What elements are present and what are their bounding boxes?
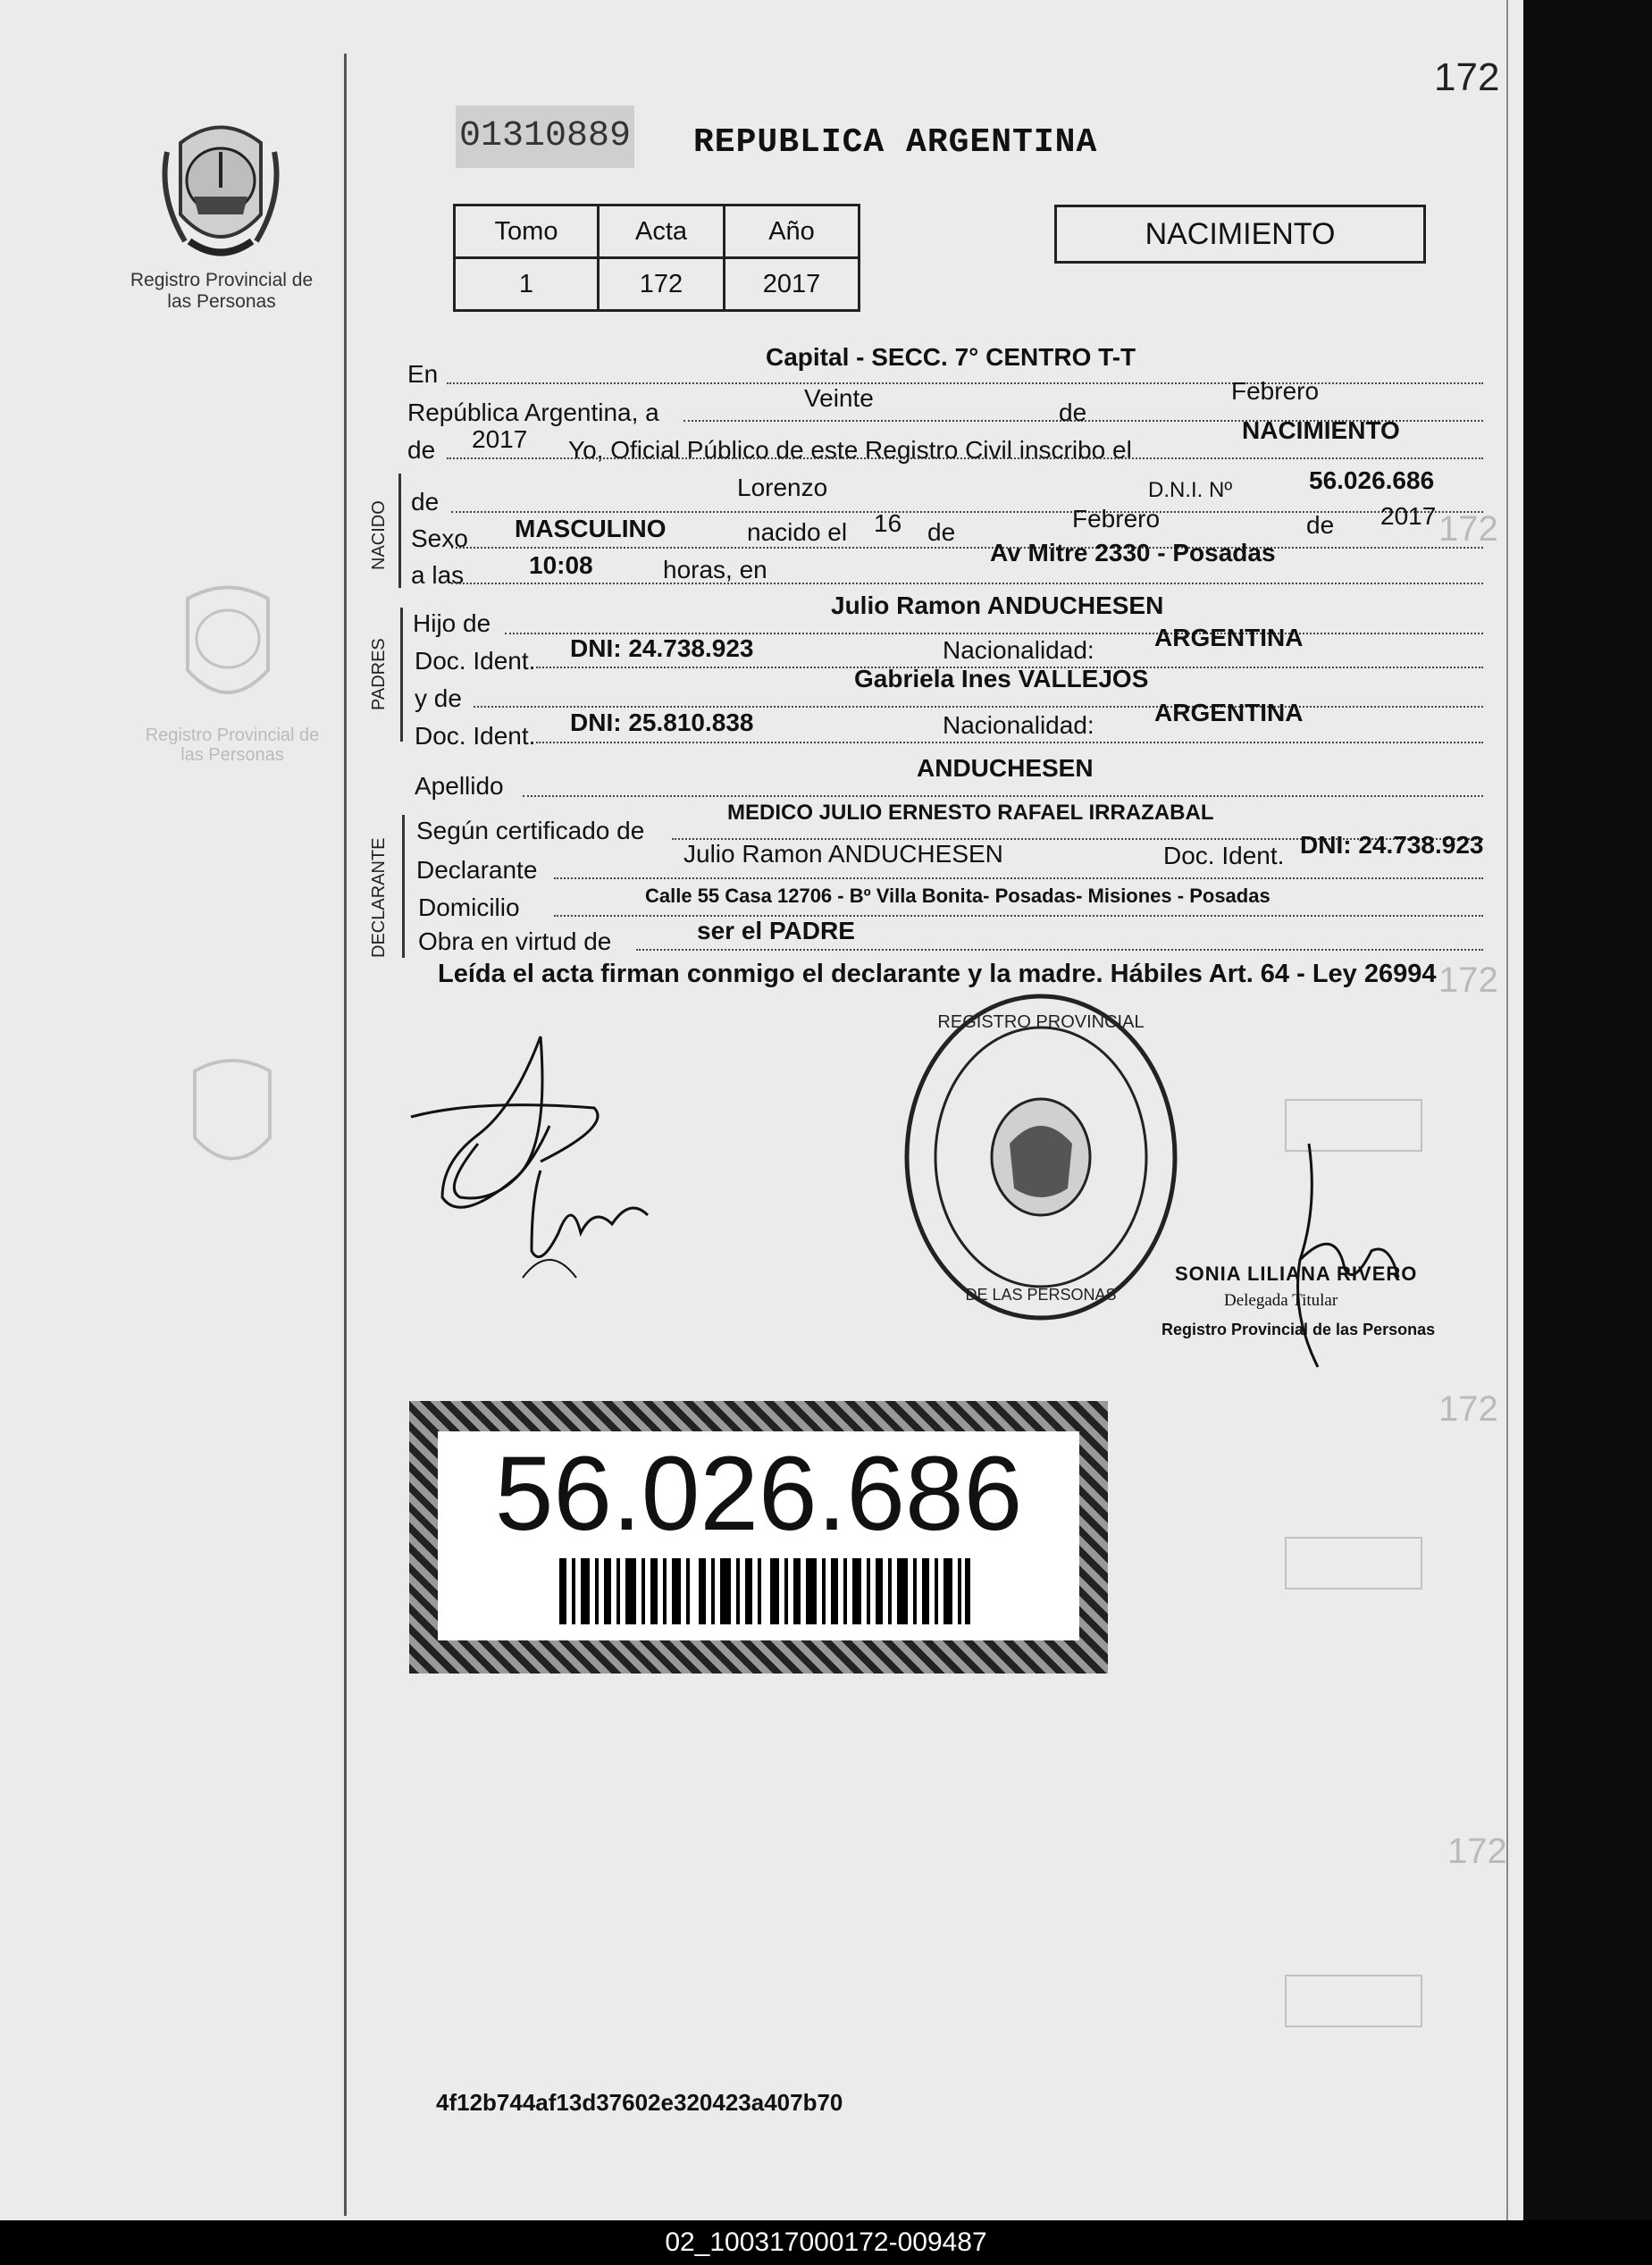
dotted-line (451, 547, 1483, 549)
de-label: de (411, 488, 440, 516)
official-office: Registro Provincial de las Personas (1161, 1321, 1436, 1338)
footer-id: 02_100317000172-009487 (0, 2220, 1652, 2265)
ghost-mark: 172 (1438, 961, 1498, 1000)
declarant-signature-icon (407, 1019, 683, 1313)
misiones-crest-icon (154, 116, 288, 264)
en-label: En (407, 360, 439, 388)
de-label: de (1059, 398, 1087, 426)
dotted-line (536, 742, 1483, 743)
hijo-de-label: Hijo de (413, 609, 491, 637)
nacionalidad-label: Nacionalidad: (943, 636, 1094, 664)
barcode-label (409, 1401, 1108, 1674)
acta-value: 172 (599, 258, 725, 311)
nacido-name: Lorenzo (737, 474, 828, 501)
nacido-day: 16 (874, 509, 902, 537)
domicilio-label: Domicilio (418, 893, 520, 921)
nacido-month: Febrero (1072, 505, 1161, 533)
doc-ident-label: Doc. Ident. (415, 722, 536, 750)
nacido-place: Av Mitre 2330 - Posadas (990, 539, 1276, 566)
y-de-label: y de (415, 684, 462, 712)
apellido-label: Apellido (415, 772, 504, 800)
barcode-bars-icon (559, 1558, 970, 1624)
certificado-value: MEDICO JULIO ERNESTO RAFAEL IRRAZABAL (727, 801, 1214, 825)
republica-label: República Argentina, a (407, 398, 659, 426)
certificado-label: Según certificado de (416, 817, 645, 844)
ghost-box (1285, 1537, 1422, 1590)
official-signature-icon (1264, 1135, 1425, 1376)
ghost-mark: 172 (1438, 1389, 1498, 1429)
doc-ident-label: Doc. Ident. (415, 647, 536, 675)
padres-section-label: PADRES (369, 638, 389, 710)
page-number: 172 (1434, 55, 1500, 99)
dotted-line (636, 949, 1483, 951)
mother-doc: DNI: 25.810.838 (570, 709, 754, 736)
declarante-doc: DNI: 24.738.923 (1300, 831, 1484, 859)
mother-name: Gabriela Ines VALLEJOS (854, 665, 1149, 692)
father-name: Julio Ramon ANDUCHESEN (831, 591, 1164, 619)
a-las-label: a las (411, 561, 465, 589)
nacido-section-label: NACIDO (369, 500, 389, 570)
registry-label: Registro Provincial de las Personas (130, 270, 314, 312)
tomo-header: Tomo (455, 206, 599, 258)
obra-label: Obra en virtud de (418, 927, 612, 955)
oficial-text: Yo, Oficial Público de este Registro Civil inscribo el (568, 436, 1132, 464)
obra-value: ser el PADRE (697, 917, 855, 944)
declarante-label: Declarante (416, 856, 538, 884)
scan-edge (1523, 0, 1652, 2220)
ghost-registry-label: Registro Provincial de las Personas (145, 726, 320, 765)
declarante-name: Julio Ramon ANDUCHESEN (683, 840, 1003, 868)
dotted-line (451, 583, 1483, 584)
declarante-section-label: DECLARANTE (369, 837, 389, 958)
anio-header: Año (725, 206, 860, 258)
right-rule (1506, 0, 1508, 2220)
page-title: REPUBLICA ARGENTINA (693, 123, 1098, 162)
dotted-line (554, 877, 1483, 879)
official-name: SONIA LILIANA RIVERO (1175, 1263, 1418, 1285)
serial-number: 01310889 (456, 105, 634, 168)
apellido-value: ANDUCHESEN (917, 754, 1094, 782)
father-nationality: ARGENTINA (1154, 624, 1304, 651)
record-type-box: NACIMIENTO (1054, 205, 1426, 264)
nacionalidad-label: Nacionalidad: (943, 711, 1094, 739)
dni-label: D.N.I. Nº (1148, 478, 1233, 502)
nacido-sexo: MASCULINO (515, 515, 667, 542)
barcode-panel (438, 1431, 1079, 1640)
dotted-line (523, 795, 1483, 797)
svg-text:DE LAS PERSONAS: DE LAS PERSONAS (965, 1286, 1117, 1304)
section-bar (400, 608, 403, 742)
de-label: de (1306, 511, 1335, 539)
de-label: de (407, 436, 436, 464)
nacido-time: 10:08 (529, 551, 593, 579)
record-table (453, 204, 860, 312)
document-hash: 4f12b744af13d37602e320423a407b70 (436, 2089, 843, 2116)
ghost-box (1285, 1975, 1422, 2027)
acta-header: Acta (599, 206, 725, 258)
anio-value: 2017 (725, 258, 860, 311)
dotted-line (447, 382, 1483, 384)
intro-place: Capital - SECC. 7° CENTRO T-T (766, 343, 1136, 371)
sexo-label: Sexo (411, 524, 468, 552)
intro-month: Febrero (1231, 377, 1320, 405)
ghost-box (1285, 1099, 1422, 1152)
nacido-el-label: nacido el (747, 518, 848, 546)
ghost-crest-icon (170, 1054, 295, 1179)
ghost-mark: 172 (1447, 1832, 1507, 1871)
father-doc: DNI: 24.738.923 (570, 634, 754, 662)
intro-day: Veinte (804, 384, 874, 412)
closing-text: Leída el acta firman conmigo el declarante y la madre. Hábiles Art. 64 - Ley 26994 (438, 960, 1437, 988)
doc-ident-label: Doc. Ident. (1163, 842, 1285, 869)
horas-label: horas, en (663, 556, 767, 583)
section-bar (402, 815, 405, 958)
dotted-line (554, 915, 1483, 917)
mother-nationality: ARGENTINA (1154, 699, 1304, 726)
ghost-crest-icon (161, 581, 295, 715)
svg-text:REGISTRO PROVINCIAL: REGISTRO PROVINCIAL (937, 1012, 1145, 1032)
intro-event: NACIMIENTO (1242, 416, 1400, 444)
official-title: Delegada Titular (1224, 1291, 1338, 1310)
tomo-value: 1 (455, 258, 599, 311)
ghost-mark: 172 (1438, 509, 1498, 549)
intro-year: 2017 (472, 425, 528, 453)
domicilio-value: Calle 55 Casa 12706 - Bº Villa Bonita- Posadas- Misiones - Posadas (645, 885, 1270, 907)
barcode-number: 56.026.686 (494, 1435, 1023, 1553)
dotted-line (447, 457, 1483, 459)
nacido-dni: 56.026.686 (1309, 466, 1435, 494)
official-seal-icon (902, 992, 1179, 1322)
nacido-year: 2017 (1380, 502, 1437, 530)
margin-rule (344, 54, 347, 2216)
de-label: de (927, 518, 956, 546)
section-bar (398, 474, 401, 588)
dotted-line (474, 706, 1483, 708)
